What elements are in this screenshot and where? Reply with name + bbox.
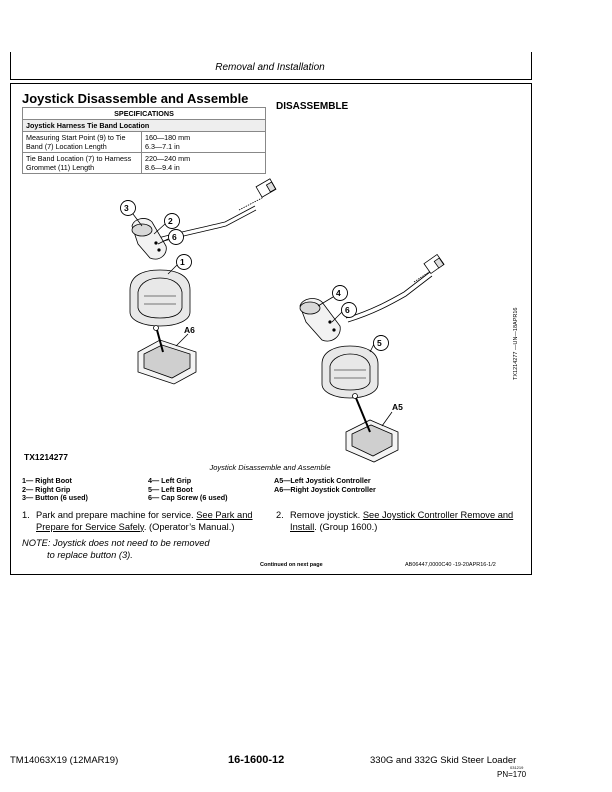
legend-item: 5— Left Boot [148, 484, 193, 494]
step-2 [276, 510, 526, 534]
figure-id: TX1214277 [24, 452, 68, 462]
legend-item: A5—Left Joystick Controller [274, 476, 371, 485]
legend-item: 2— Right Grip [22, 484, 71, 494]
step-text: Park and prepare machine for service. [36, 510, 197, 520]
page-header-title: Removal and Installation [215, 62, 325, 73]
footer-date-code: 031219 [510, 765, 524, 770]
step-text: . (Operator’s Manual.) [143, 521, 235, 532]
note-line: to replace button (3). [47, 549, 133, 560]
callout-6: 6 [345, 305, 350, 315]
legend-column-2 [148, 477, 228, 503]
spec-label: Grommet (11) Length [26, 163, 95, 172]
spec-value: 220—240 mm [145, 154, 191, 163]
figure-caption: Joystick Disassemble and Assemble [209, 463, 331, 472]
legend-column-1 [22, 477, 88, 503]
spec-label: Tie Band Location (7) to Harness [26, 154, 132, 163]
legend-item: A6—Right Joystick Controller [274, 484, 376, 494]
callout-a6: A6 [184, 325, 195, 335]
spec-value: 6.3—7.1 in [145, 142, 180, 151]
joystick-remove-link[interactable]: Install [290, 521, 315, 532]
legend-item: 3— Button (6 used) [22, 493, 88, 502]
callout-6: 6 [172, 232, 177, 242]
step-text: Remove joystick. [290, 510, 363, 520]
continued-notice: Continued on next page [260, 562, 323, 568]
callout-4: 4 [336, 288, 341, 298]
step-number: 2. [276, 510, 284, 520]
section-title: Joystick Disassemble and Assemble [22, 91, 249, 106]
spec-value: 160—180 mm [145, 133, 191, 142]
note [22, 538, 210, 561]
callout-3: 3 [124, 203, 129, 213]
disassemble-heading: DISASSEMBLE [276, 101, 349, 112]
reference-code: AB06447,0000C40 -19-20APR16-1/2 [405, 562, 496, 568]
footer-page-number: 16-1600-12 [228, 754, 285, 766]
step-1 [22, 510, 266, 534]
callout-2: 2 [168, 216, 173, 226]
legend-item: 4— Left Grip [148, 476, 192, 485]
step-text: . (Group 1600.) [314, 521, 378, 532]
footer-pn: PN=170 [497, 770, 527, 779]
callout-1: 1 [180, 257, 185, 267]
footer-product-title: 330G and 332G Skid Steer Loader [370, 755, 517, 766]
figure-side-id: TX1214277 —UN—18APR16 [513, 307, 519, 380]
park-prepare-link[interactable]: See Park and [196, 510, 253, 520]
legend-column-3 [274, 477, 376, 494]
legend-item: 1— Right Boot [22, 476, 72, 485]
footer-manual-id: TM14063X19 (12MAR19) [10, 755, 119, 766]
spec-subtitle: Joystick Harness Tie Band Location [23, 120, 266, 132]
spec-value: 8.6—9.4 in [145, 163, 180, 172]
spec-title: SPECIFICATIONS [23, 108, 266, 120]
spec-label: Measuring Start Point (9) to Tie [26, 133, 126, 142]
note-line: NOTE: Joystick does not need to be removed [22, 538, 210, 548]
joystick-remove-link[interactable]: See Joystick Controller Remove and [362, 510, 514, 520]
callout-5: 5 [377, 338, 382, 348]
step-number: 1. [22, 510, 30, 520]
callout-a5: A5 [392, 402, 403, 412]
park-prepare-link[interactable]: Prepare for Service Safely [36, 521, 144, 532]
legend-item: 6— Cap Screw (6 used) [148, 493, 228, 502]
spec-label: Band (7) Location Length [26, 142, 107, 151]
